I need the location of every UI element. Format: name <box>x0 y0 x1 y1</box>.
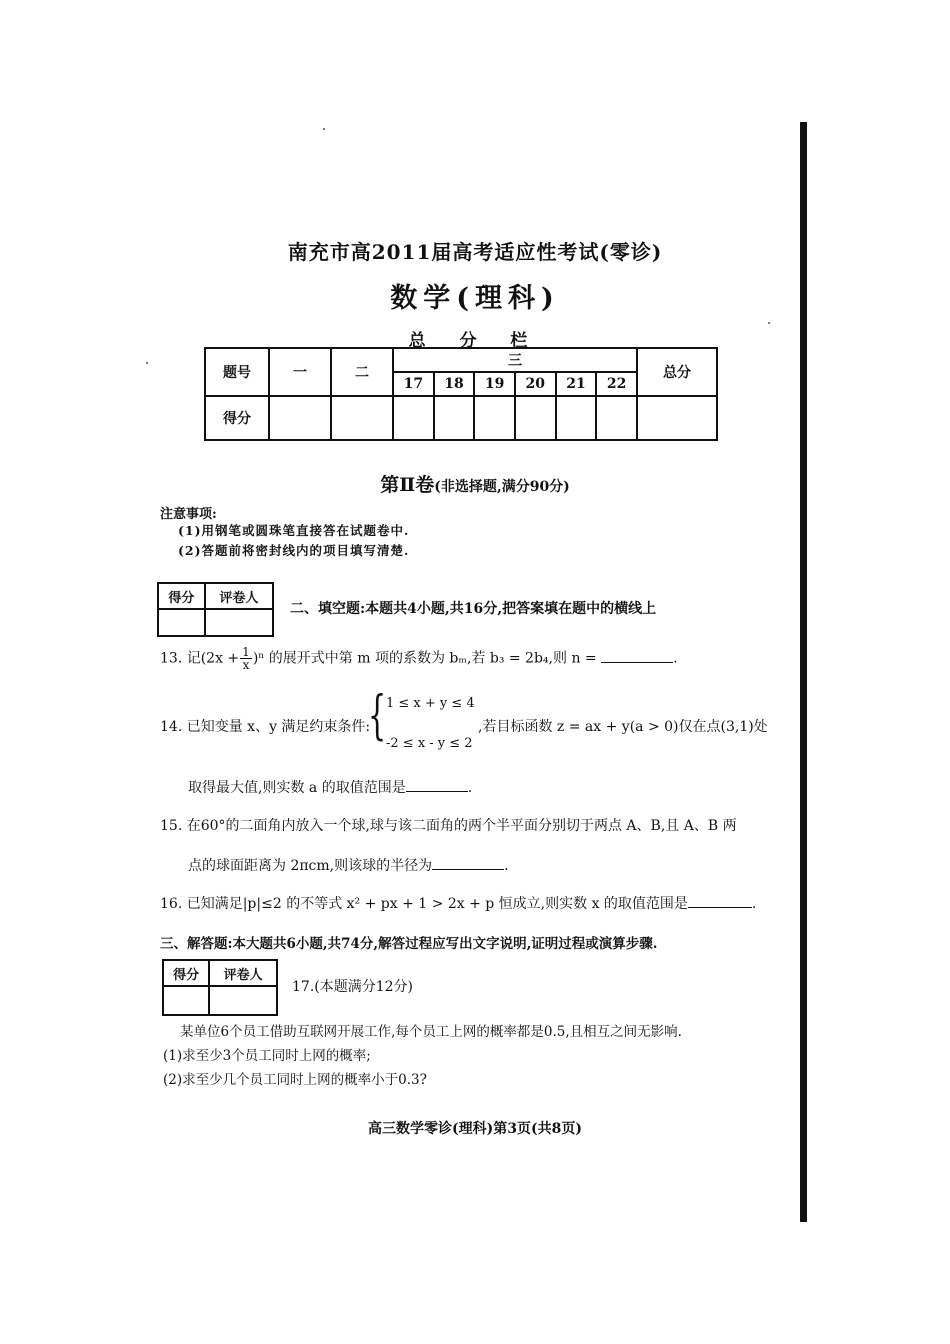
fill-in-instruction: 二、填空题:本题共4小题,共16分,把答案填在题中的横线上 <box>290 601 657 617</box>
q13-fraction <box>240 646 252 671</box>
score-cell <box>515 396 556 440</box>
q14-condition-2: -2 ≤ x - y ≤ 2 <box>386 736 473 751</box>
notice-item: (1)用钢笔或圆珠笔直接答在试题卷中. <box>178 523 410 538</box>
grader-box <box>162 959 278 1016</box>
q13-end: . <box>673 650 678 667</box>
sub-col-19: 19 <box>474 372 515 396</box>
q17-stem: 某单位6个员工借助互联网开展工作,每个员工上网的概率都是0.5,且相互之间无影响. <box>180 1024 682 1040</box>
score-cell <box>596 396 637 440</box>
q14-number: 14. <box>160 719 183 735</box>
question-15 <box>160 815 737 835</box>
question-16 <box>160 893 756 913</box>
q15-line-2: 点的球面距离为 2πcm,则该球的半径为 <box>188 858 433 874</box>
col-part-3-group: 三 <box>393 348 637 372</box>
q13-suffix: )ⁿ 的展开式中第 m 项的系数为 bₘ,若 b₃ = 2b₄,则 n = <box>252 650 597 667</box>
q15-line-2-wrap <box>188 855 509 875</box>
score-summary-table <box>204 347 718 441</box>
q17-title: 17.(本题满分12分) <box>292 979 414 995</box>
q15-number: 15. <box>160 818 183 834</box>
score-cell <box>393 396 434 440</box>
q14-condition-1: 1 ≤ x + y ≤ 4 <box>386 696 475 711</box>
sub-col-22: 22 <box>596 372 637 396</box>
question-number-label: 题号 <box>205 348 269 396</box>
question-13 <box>160 646 678 671</box>
grader-score-cell <box>158 609 205 636</box>
grader-score-label: 得分 <box>163 960 209 986</box>
q13-prefix: 记(2x + <box>186 650 240 667</box>
grader-name-label: 评卷人 <box>209 960 277 986</box>
sub-col-21: 21 <box>556 372 597 396</box>
notice-title: 注意事项: <box>160 507 217 522</box>
q16-answer-blank[interactable] <box>688 895 752 908</box>
answer-section-instruction: 三、解答题:本大题共6小题,共74分,解答过程应写出文字说明,证明过程或演算步骤. <box>160 936 658 952</box>
q13-number: 13. <box>160 650 183 667</box>
grader-score-cell <box>163 986 209 1015</box>
q16-line-1: 已知满足|p|≤2 的不等式 x² + px + 1 > 2x + p 恒成立,则实数 x 的取值范围是 <box>186 896 688 912</box>
grader-name-cell <box>205 609 273 636</box>
q14-prefix: 已知变量 x、y 满足约束条件: <box>186 719 371 735</box>
score-cell <box>434 396 475 440</box>
q14-end: . <box>467 780 473 796</box>
score-cell <box>637 396 717 440</box>
constraint-brace: { <box>368 686 387 746</box>
q16-number: 16. <box>160 896 183 912</box>
q13-frac-den: x <box>242 658 250 672</box>
q15-end: . <box>504 858 509 874</box>
score-panel-title: 总 分 栏 <box>408 331 542 351</box>
scan-speck <box>768 322 770 324</box>
score-cell <box>331 396 393 440</box>
sub-col-18: 18 <box>434 372 475 396</box>
q14-answer-blank[interactable] <box>406 779 468 792</box>
score-cell <box>269 396 331 440</box>
section-2-heading <box>0 470 950 497</box>
q13-answer-blank[interactable] <box>601 650 673 663</box>
q15-line-1: 在60°的二面角内放入一个球,球与该二面角的两个半平面分别切于两点 A、B,且 A、B 两 <box>186 818 737 834</box>
col-part-1: 一 <box>269 348 331 396</box>
section-2-note: (非选择题,满分90分) <box>434 479 570 495</box>
q14-line-2 <box>188 777 472 797</box>
total-score-label: 总分 <box>637 348 717 396</box>
scan-speck <box>146 362 148 364</box>
notice-item: (2)答题前将密封线内的项目填写清楚. <box>178 543 410 558</box>
q14-suffix: ,若目标函数 z = ax + y(a > 0)仅在点(3,1)处 <box>478 719 768 735</box>
section-2-title: 第Ⅱ卷 <box>380 474 435 496</box>
grader-name-cell <box>209 986 277 1015</box>
exam-title: 南充市高2011届高考适应性考试(零诊) <box>287 240 663 264</box>
q15-answer-blank[interactable] <box>432 857 504 870</box>
grader-score-label: 得分 <box>158 583 205 609</box>
grader-name-label: 评卷人 <box>205 583 273 609</box>
q14-line-2-text: 取得最大值,则实数 a 的取值范围是 <box>188 780 406 796</box>
q17-part-1: (1)求至少3个员工同时上网的概率; <box>163 1048 371 1064</box>
sub-col-20: 20 <box>515 372 556 396</box>
score-cell <box>474 396 515 440</box>
q16-end: . <box>751 896 757 912</box>
score-row-label: 得分 <box>205 396 269 440</box>
q17-part-2: (2)求至少几个员工同时上网的概率小于0.3? <box>163 1072 427 1088</box>
page-footer: 高三数学零诊(理科)第3页(共8页) <box>368 1121 582 1137</box>
score-cell <box>556 396 597 440</box>
subject-title: 数学(理科) <box>390 283 560 314</box>
grader-box <box>157 582 274 637</box>
sub-col-17: 17 <box>393 372 434 396</box>
col-part-2: 二 <box>331 348 393 396</box>
q13-frac-num: 1 <box>242 645 250 659</box>
question-14-intro <box>160 716 370 736</box>
scan-speck <box>323 128 325 130</box>
